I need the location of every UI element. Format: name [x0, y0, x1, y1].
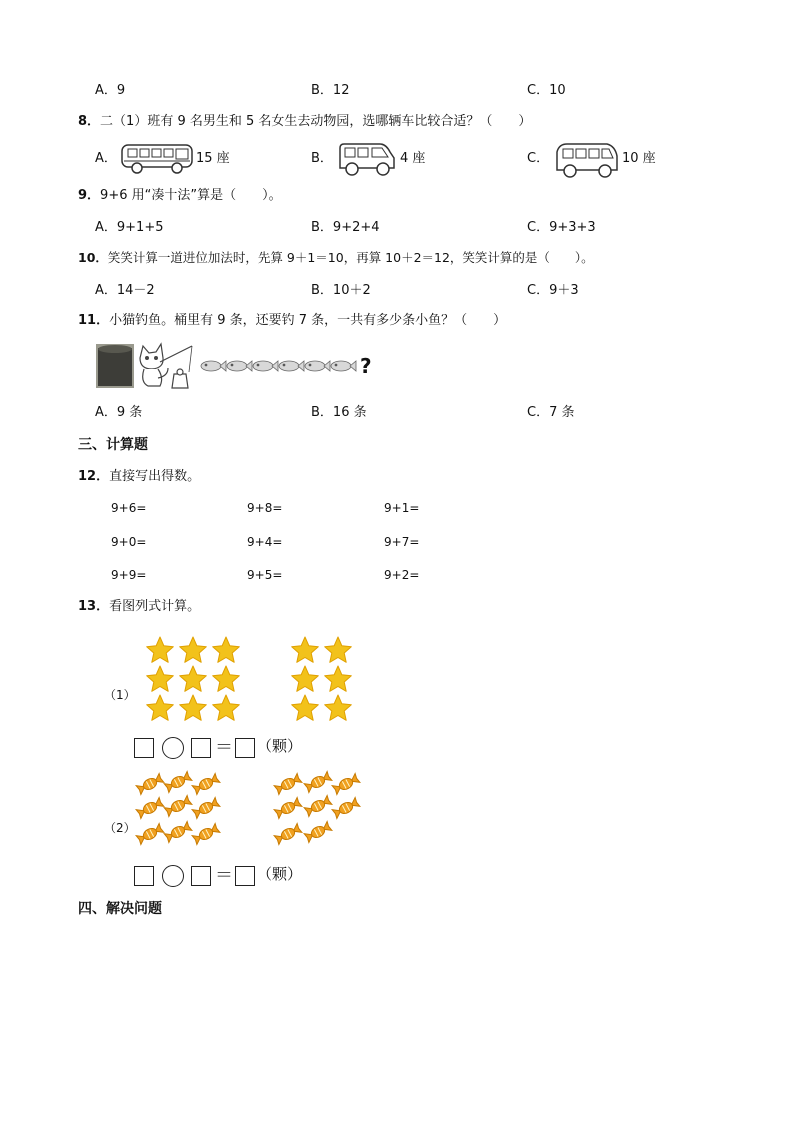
equals-sign: ＝: [215, 737, 233, 758]
q13-number: 13．: [78, 599, 110, 614]
candy-icon: [332, 797, 360, 818]
q10-question: [78, 252, 594, 265]
star-icon: [213, 637, 240, 662]
q13-part2-label: （2）: [104, 821, 136, 835]
star-icon: [147, 637, 174, 662]
q8-option-b-letter: B．: [311, 151, 333, 166]
star-icon: [180, 695, 207, 720]
q12-item: 9+1=: [384, 501, 420, 515]
q10-option-c: C．9＋3: [527, 283, 579, 298]
q7-option-c: C．10: [527, 83, 566, 98]
answer-box[interactable]: [191, 738, 211, 758]
star-icon: [325, 637, 352, 662]
operator-circle[interactable]: [162, 737, 184, 759]
fish-row: [201, 361, 356, 371]
unit-label: （颗）: [257, 737, 303, 755]
answer-box[interactable]: [134, 738, 154, 758]
q11-option-b: B．16 条: [311, 405, 367, 420]
q12-number: 12．: [78, 469, 110, 484]
cat-icon: [140, 344, 192, 388]
star-icon: [292, 695, 319, 720]
van-icon: [336, 140, 398, 178]
q7-option-a: A．9: [95, 83, 126, 98]
star-icon: [292, 637, 319, 662]
q12-question: [78, 470, 200, 483]
q9-text: 9+6 用“凑十法”算是（ ）。: [100, 188, 282, 203]
bus-icon: [120, 141, 196, 177]
q12-item: 9+9=: [111, 568, 147, 582]
q12-item: 9+8=: [247, 501, 283, 515]
q12-item: 9+7=: [384, 535, 420, 549]
operator-circle[interactable]: [162, 865, 184, 887]
candy-icon: [304, 771, 332, 792]
q12-item: 9+5=: [247, 568, 283, 582]
q8-option-c-letter: C．: [527, 151, 550, 166]
section3-title: 三、计算题: [78, 437, 148, 453]
star-icon: [180, 637, 207, 662]
q10-text: 笑笑计算一道进位加法时，先算 9＋1＝10，再算 10＋2＝12，笑笑计算的是（ ）。: [107, 250, 594, 265]
candy-icon: [136, 797, 164, 818]
q11-text: 小猫钓鱼。桶里有 9 条，还要钓 7 条，一共有多少条小鱼？（ ）: [109, 313, 507, 328]
candy-icon: [192, 797, 220, 818]
q9-option-b: B．9+2+4: [311, 220, 380, 235]
section4-title: 四、解决问题: [78, 901, 162, 917]
q9-option-a: A．9+1+5: [95, 220, 164, 235]
bucket-icon: [96, 344, 134, 388]
q8-option-a-letter: A．: [95, 151, 117, 166]
q13-text: 看图列式计算。: [109, 599, 201, 614]
q11-number: 11．: [78, 313, 110, 328]
candy-icon: [274, 773, 302, 794]
q8-option-c-seats: 10 座: [622, 151, 656, 166]
star-icon: [147, 666, 174, 691]
q9-option-c: C．9+3+3: [527, 220, 596, 235]
star-icon: [147, 695, 174, 720]
star-icon: [325, 695, 352, 720]
q12-item: 9+0=: [111, 535, 147, 549]
equals-sign: ＝: [215, 865, 233, 886]
q10-option-a: A．14－2: [95, 283, 155, 298]
q12-text: 直接写出得数。: [109, 469, 201, 484]
q8-number: 8．: [78, 114, 101, 129]
q10-number: 10．: [78, 250, 108, 265]
q8-question: [78, 115, 531, 128]
q9-question: [78, 189, 282, 202]
q12-item: 9+2=: [384, 568, 420, 582]
q9-number: 9．: [78, 188, 101, 203]
answer-box[interactable]: [134, 866, 154, 886]
q8-text: 二（1）班有 9 名男生和 5 名女生去动物园，选哪辆车比较合适？（ ）: [100, 114, 532, 129]
answer-box[interactable]: [235, 738, 255, 758]
star-icon: [180, 666, 207, 691]
candy-icon: [192, 823, 220, 844]
minibus-icon: [553, 140, 621, 180]
answer-box[interactable]: [191, 866, 211, 886]
star-icon: [213, 695, 240, 720]
q8-option-a-seats: 15 座: [196, 151, 230, 166]
candy-icon: [304, 795, 332, 816]
answer-box[interactable]: [235, 866, 255, 886]
star-icon: [325, 666, 352, 691]
star-icon: [292, 666, 319, 691]
star-icon: [213, 666, 240, 691]
q13-part1-label: （1）: [104, 688, 136, 702]
cat-fishing-illustration: [96, 338, 366, 390]
question-mark: ?: [360, 354, 372, 378]
q11-option-a: A．9 条: [95, 405, 143, 420]
q11-option-c: C．7 条: [527, 405, 575, 420]
q13-question: [78, 600, 200, 613]
stars-group: [140, 634, 370, 730]
q11-question: [78, 314, 506, 327]
candy-icon: [192, 773, 220, 794]
candy-icon: [274, 797, 302, 818]
unit-label: （颗）: [257, 865, 303, 883]
candies-group: [132, 772, 368, 856]
q12-item: 9+6=: [111, 501, 147, 515]
candy-icon: [332, 773, 360, 794]
candy-icon: [304, 821, 332, 842]
candy-icon: [164, 795, 192, 816]
candy-icon: [136, 773, 164, 794]
q7-option-b: B．12: [311, 83, 350, 98]
q12-item: 9+4=: [247, 535, 283, 549]
candy-icon: [136, 823, 164, 844]
q8-option-b-seats: 4 座: [400, 151, 426, 166]
q10-option-b: B．10＋2: [311, 283, 371, 298]
candy-icon: [164, 771, 192, 792]
candy-icon: [164, 821, 192, 842]
candy-icon: [274, 823, 302, 844]
